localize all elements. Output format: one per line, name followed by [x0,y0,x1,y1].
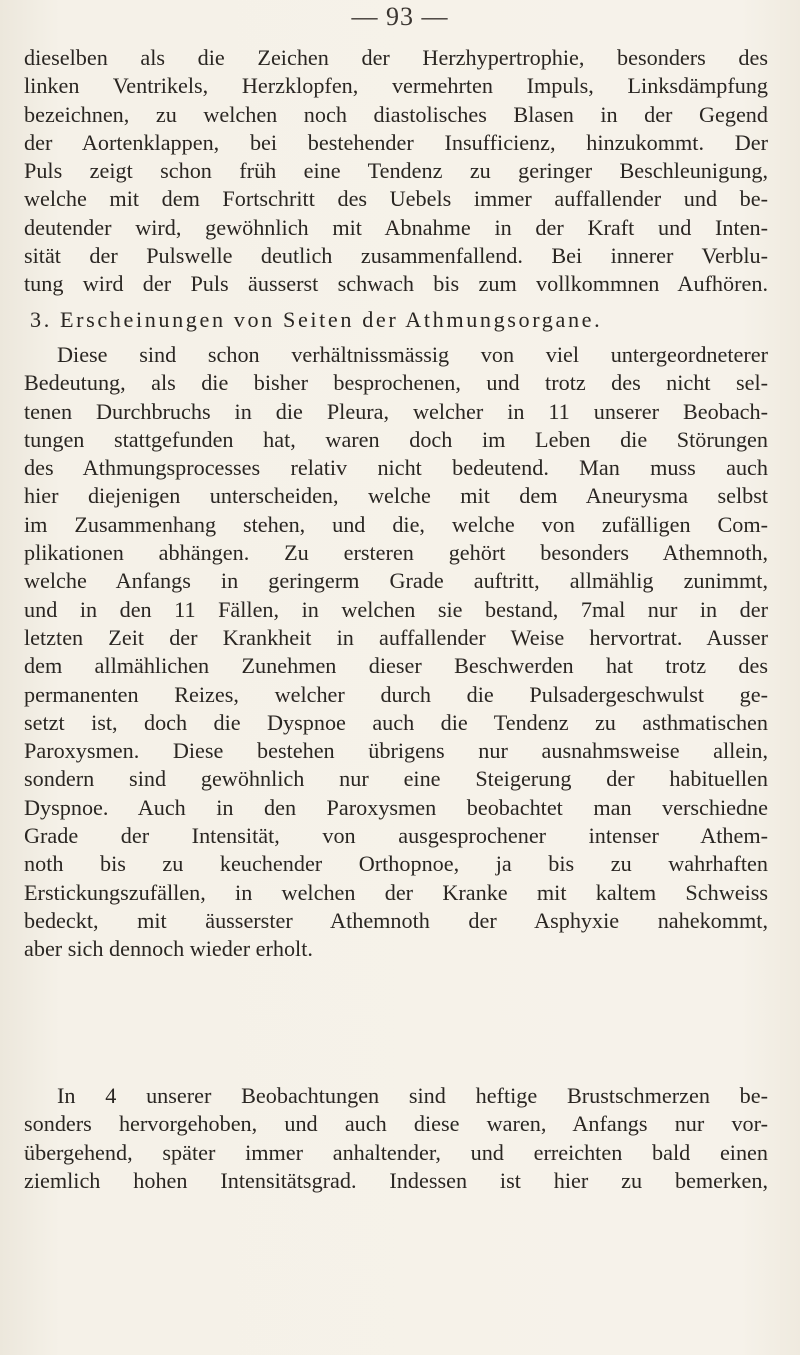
text-line: bedeckt, mit äusserster Athemnoth der Asphyxie nahekommt, [24,907,768,933]
text-line: sondern sind gewöhnlich nur eine Steigerung der habituellen [24,766,768,792]
text-line: übergehend, später immer anhaltender, und erreichten bald einen [24,1139,768,1165]
text-line: In 4 unserer Beobachtungen sind heftige Brustschmerzen be- [57,1083,768,1108]
paragraph-2 [24,341,768,964]
text-line: sonders hervorgehoben, und auch diese waren, Anfangs nur vor- [24,1111,768,1137]
text-line: deutender wird, gewöhnlich mit Abnahme in der Kraft und Inten- [24,214,768,240]
text-line: tungen stattgefunden hat, waren doch im Leben die Störungen [24,426,768,452]
text-line: letzten Zeit der Krankheit in auffallender Weise hervortrat. Ausser [24,624,768,650]
text-line: Paroxysmen. Diese bestehen übrigens nur ausnahmsweise allein, [24,738,768,764]
text-line: Grade der Intensität, von ausgesprochener intenser Athem- [24,823,768,849]
text-line: im Zusammenhang stehen, und die, welche von zufälligen Com- [24,511,768,537]
text-line: aber sich dennoch wieder erholt. [24,936,313,962]
section-heading: 3. Erscheinungen von Seiten der Athmungsorgane. [30,307,603,332]
text-line: dem allmählichen Zunehmen dieser Beschwerden hat trotz des [24,653,768,679]
page-number: — 93 — [351,2,449,31]
text-line: linken Ventrikels, Herzklopfen, vermehrten Impuls, Linksdämpfung [24,73,768,99]
text-line: noth bis zu keuchender Orthopnoe, ja bis zu wahrhaften [24,851,768,877]
text-line: setzt ist, doch die Dyspnoe auch die Tendenz zu asthmatischen [24,709,768,735]
text-line: Dyspnoe. Auch in den Paroxysmen beobachtet man verschiedne [24,794,768,820]
text-line: bezeichnen, zu welchen noch diastolisches Blasen in der Gegend [24,101,768,127]
text-line: ziemlich hohen Intensitätsgrad. Indessen ist hier zu bemerken, [24,1167,768,1193]
text-line: plikationen abhängen. Zu ersteren gehört besonders Athemnoth, [24,540,768,566]
text-line: welche mit dem Fortschritt des Uebels immer auffallender und be- [24,186,768,212]
text-line: Bedeutung, als die bisher besprochenen, und trotz des nicht sel- [24,370,768,396]
text-line: tung wird der Puls äusserst schwach bis zum vollkommnen Aufhören. [24,271,768,297]
text-line: hier diejenigen unterscheiden, welche mit dem Aneurysma selbst [24,483,768,509]
paragraph-3 [24,1082,768,1195]
text-line: tenen Durchbruchs in die Pleura, welcher in 11 unserer Beobach- [24,398,768,424]
text-line: Diese sind schon verhältnissmässig von viel untergeordneterer [57,342,768,367]
text-line: des Athmungsprocesses relativ nicht bedeutend. Man muss auch [24,455,768,481]
paragraph-1 [24,44,768,299]
text-line: sität der Pulswelle deutlich zusammenfallend. Bei innerer Verblu- [24,243,768,269]
text-line: Erstickungszufällen, in welchen der Kranke mit kaltem Schweiss [24,879,768,905]
text-line: permanenten Reizes, welcher durch die Pulsadergeschwulst ge- [24,681,768,707]
text-line: und in den 11 Fällen, in welchen sie bestand, 7mal nur in der [24,596,768,622]
text-line: der Aortenklappen, bei bestehender Insufficienz, hinzukommt. Der [24,129,768,155]
text-line: dieselben als die Zeichen der Herzhypertrophie, besonders des [24,45,768,70]
text-line: Puls zeigt schon früh eine Tendenz zu geringer Beschleunigung, [24,158,768,184]
text-line: welche Anfangs in geringerm Grade auftritt, allmählig zunimmt, [24,568,768,594]
